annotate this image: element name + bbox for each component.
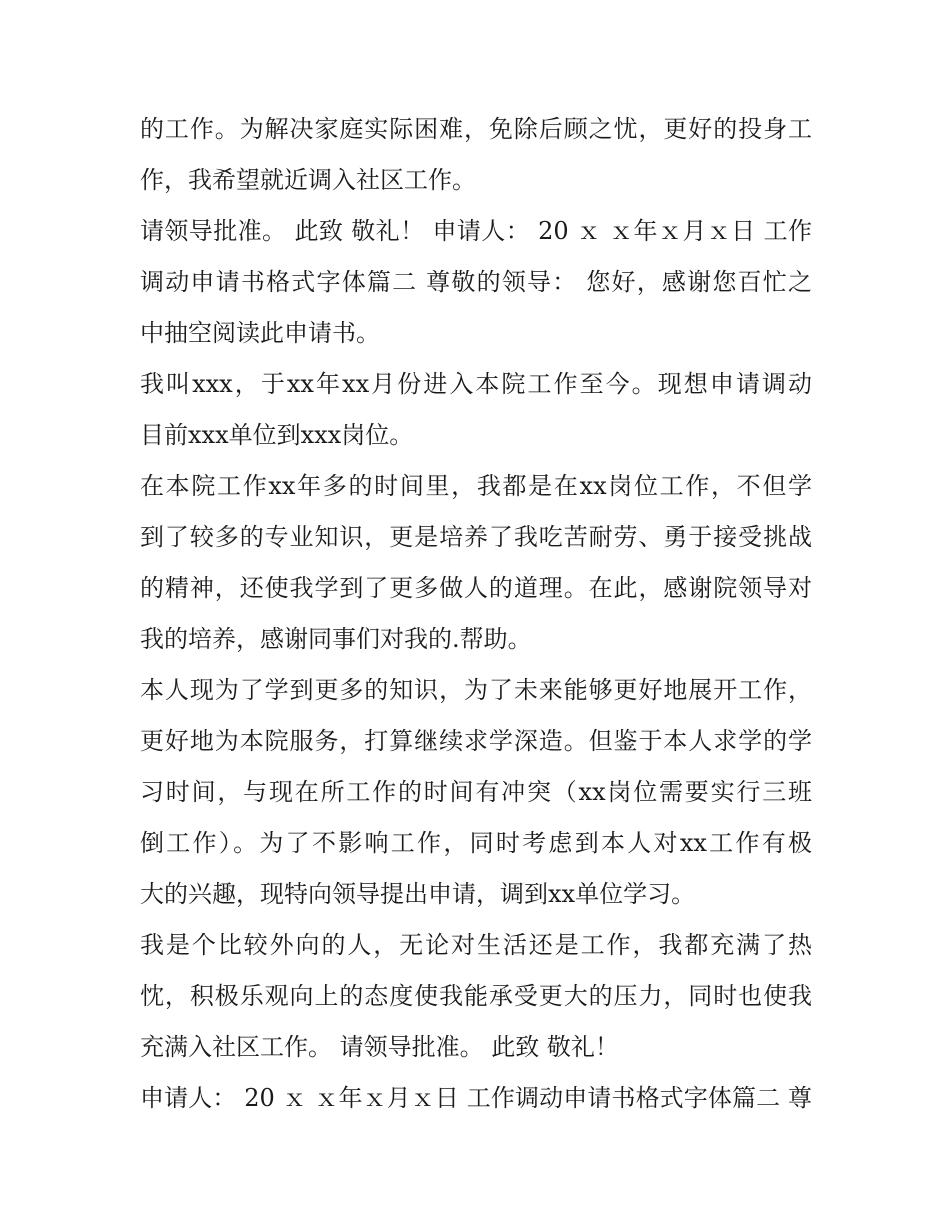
text-line: 作，我希望就近调入社区工作。 bbox=[140, 166, 476, 194]
text-line: 忱，积极乐观向上的态度使我能承受更大的压力，同时也使我 bbox=[140, 982, 812, 1010]
text-line: 到了较多的专业知识，更是培养了我吃苦耐劳、勇于接受挑战 bbox=[140, 523, 812, 551]
text-line: 充满入社区工作。 请领导批准。 此致 敬礼！ bbox=[140, 1033, 619, 1061]
text-line: 倒工作）。为了不影响工作，同时考虑到本人对xx工作有极 bbox=[140, 829, 812, 857]
text-line: 的精神，还使我学到了更多做人的道理。在此，感谢院领导对 bbox=[140, 574, 812, 602]
text-line: 申请人： 20 ｘ ｘ年ｘ月ｘ日 工作调动申请书格式字体篇二 尊 bbox=[140, 1084, 812, 1112]
text-line: 调动申请书格式字体篇二 尊敬的领导： 您好，感谢您百忙之 bbox=[140, 268, 812, 296]
text-line: 目前xxx单位到xxx岗位。 bbox=[140, 421, 414, 449]
text-line: 我叫xxx，于xx年xx月份进入本院工作至今。现想申请调动 bbox=[140, 370, 812, 398]
text-line: 的工作。为解决家庭实际困难，免除后顾之忧，更好的投身工 bbox=[140, 115, 812, 143]
text-line: 更好地为本院服务，打算继续求学深造。但鉴于本人求学的学 bbox=[140, 727, 812, 755]
text-line: 本人现为了学到更多的知识，为了未来能够更好地展开工作， bbox=[140, 676, 812, 704]
text-line: 我是个比较外向的人，无论对生活还是工作，我都充满了热 bbox=[140, 931, 812, 959]
text-line: 在本院工作xx年多的时间里，我都是在xx岗位工作，不但学 bbox=[140, 472, 812, 500]
text-line: 中抽空阅读此申请书。 bbox=[140, 319, 380, 347]
document-body bbox=[140, 104, 812, 1124]
text-line: 大的兴趣，现特向领导提出申请，调到xx单位学习。 bbox=[140, 880, 696, 908]
text-line: 请领导批准。 此致 敬礼！ 申请人： 20 ｘ ｘ年ｘ月ｘ日 工作 bbox=[140, 217, 812, 245]
text-line: 我的培养，感谢同事们对我的.帮助。 bbox=[140, 625, 532, 653]
text-line: 习时间，与现在所工作的时间有冲突（xx岗位需要实行三班 bbox=[140, 778, 812, 806]
